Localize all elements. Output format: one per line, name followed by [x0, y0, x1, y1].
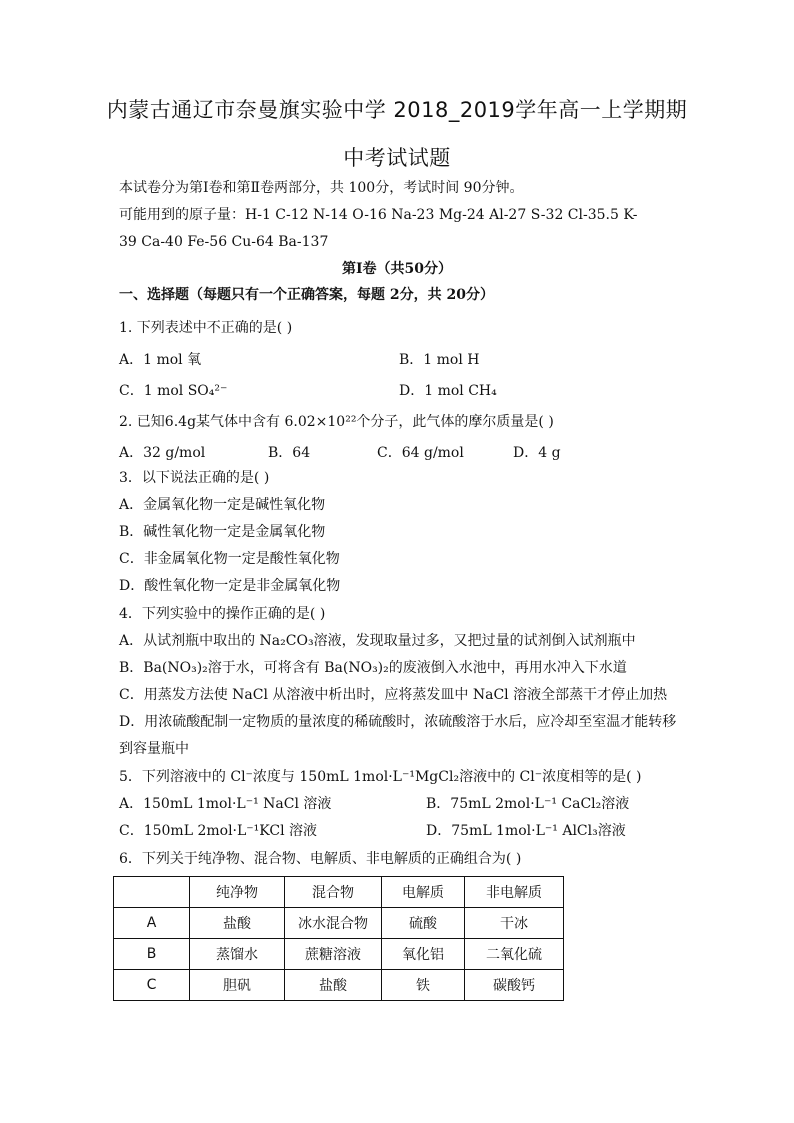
atomic-mass-line: 可能用到的原子量：H-1 C-12 N-14 O-16 Na-23 Mg-24 Al-27 S-32 Cl-35.5 K- [119, 207, 638, 223]
table-header-cell: 纯净物 [190, 877, 285, 908]
q4-option-c: C．用蒸发方法使 NaCl 从溶液中析出时，应将蒸发皿中 NaCl 溶液全部蒸干才停止加热 [119, 687, 668, 703]
q4-option-a: A．从试剂瓶中取出的 Na₂CO₃溶液，发现取量过多，又把过量的试剂倒入试剂瓶中 [119, 633, 636, 649]
q4-option-b: B．Ba(NO₃)₂溶于水，可将含有 Ba(NO₃)₂的废液倒入水池中，再用水冲入下水道 [119, 660, 627, 676]
q1-option-b: B．1 mol H [399, 352, 480, 368]
table-cell: 盐酸 [285, 970, 382, 1001]
table-header-cell: 电解质 [382, 877, 465, 908]
table-cell: 冰水混合物 [285, 908, 382, 939]
q1-option-a: A．1 mol 氧 [119, 352, 202, 368]
q3-option-a: A．金属氧化物一定是碱性氧化物 [119, 497, 326, 513]
q2-option-c: C．64 g/mol [377, 445, 464, 461]
q5-option-b: B．75mL 2mol·L⁻¹ CaCl₂溶液 [426, 796, 630, 812]
q2-stem: 2. 已知6.4g某气体中含有 6.02×10²²个分子，此气体的摩尔质量是( ) [119, 414, 554, 430]
q5-option-c: C．150mL 2mol·L⁻¹KCl 溶液 [119, 823, 318, 839]
section1-title: 一、选择题（每题只有一个正确答案，每题 2分，共 20分） [119, 287, 494, 303]
table-cell: 干冰 [465, 908, 564, 939]
q5-option-a: A．150mL 1mol·L⁻¹ NaCl 溶液 [119, 796, 332, 812]
q1-stem: 1. 下列表述中不正确的是( ) [119, 320, 293, 336]
table-header-cell: 非电解质 [465, 877, 564, 908]
intro-line: 本试卷分为第Ⅰ卷和第Ⅱ卷两部分，共 100分，考试时间 90分钟。 [119, 180, 524, 196]
table-cell: A [114, 908, 190, 939]
table-row [114, 970, 564, 1001]
q5-option-d: D．75mL 1mol·L⁻¹ AlCl₃溶液 [426, 823, 626, 839]
table-cell: 碳酸钙 [465, 970, 564, 1001]
table-header-row [114, 877, 564, 908]
q5-stem: 5．下列溶液中的 Cl⁻浓度与 150mL 1mol·L⁻¹MgCl₂溶液中的 Cl⁻浓度相等的是( ) [119, 769, 642, 785]
q6-stem: 6．下列关于纯净物、混合物、电解质、非电解质的正确组合为( ) [119, 851, 522, 867]
q6-table [113, 876, 564, 1001]
table-cell: 胆矾 [190, 970, 285, 1001]
table-cell: 硫酸 [382, 908, 465, 939]
q2-option-b: B．64 [268, 445, 311, 461]
table-cell: 二氧化硫 [465, 939, 564, 970]
table-row [114, 908, 564, 939]
q1-option-c: C．1 mol SO₄²⁻ [119, 383, 228, 399]
table-cell: 盐酸 [190, 908, 285, 939]
part1-title: 第Ⅰ卷（共50分） [341, 261, 453, 277]
q4-option-d-cont: 到容量瓶中 [119, 741, 189, 757]
table-cell: B [114, 939, 190, 970]
table-cell: C [114, 970, 190, 1001]
exam-title-line1: 内蒙古通辽市奈曼旗实验中学 2018_2019学年高一上学期期 [106, 98, 688, 122]
q4-stem: 4．下列实验中的操作正确的是( ) [119, 606, 326, 622]
table-cell: 蔗糖溶液 [285, 939, 382, 970]
q4-option-d: D．用浓硫酸配制一定物质的量浓度的稀硫酸时，浓硫酸溶于水后，应冷却至室温才能转移 [119, 714, 677, 730]
atomic-mass-line-cont: 39 Ca-40 Fe-56 Cu-64 Ba-137 [119, 234, 329, 250]
q3-stem: 3．以下说法正确的是( ) [119, 470, 270, 486]
exam-title-line2: 中考试试题 [343, 146, 451, 170]
table-cell: 铁 [382, 970, 465, 1001]
q3-option-d: D．酸性氧化物一定是非金属氧化物 [119, 578, 341, 594]
table-row [114, 939, 564, 970]
q3-option-c: C．非金属氧化物一定是酸性氧化物 [119, 551, 340, 567]
q2-option-a: A．32 g/mol [119, 445, 206, 461]
q2-option-d: D．4 g [513, 445, 561, 461]
q1-option-d: D．1 mol CH₄ [399, 383, 497, 399]
table-header-cell [114, 877, 190, 908]
table-header-cell: 混合物 [285, 877, 382, 908]
table-cell: 氧化铝 [382, 939, 465, 970]
q3-option-b: B．碱性氧化物一定是金属氧化物 [119, 524, 326, 540]
table-cell: 蒸馏水 [190, 939, 285, 970]
